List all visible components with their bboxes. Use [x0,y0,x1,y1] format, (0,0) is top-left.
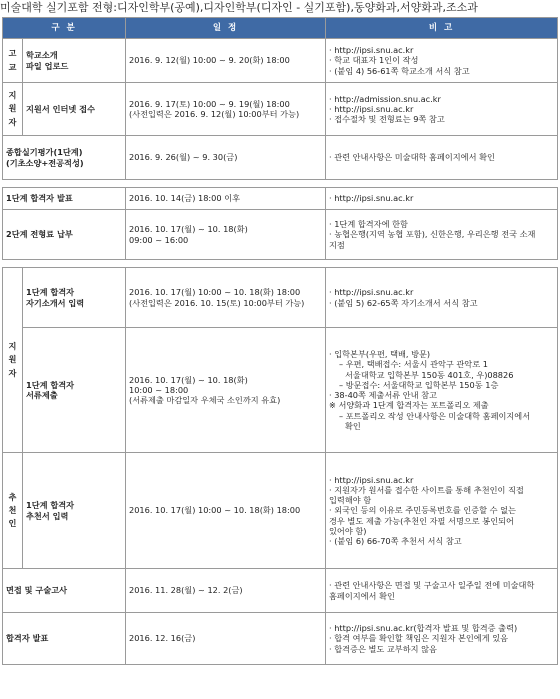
text-line: 2016. 9. 17(토) 10:00 ~ 9. 19(월) 18:00 [129,98,290,109]
text-line: · (붙임 6) 66-70쪽 추천서 서식 참고 [329,536,462,547]
table-row [3,83,558,136]
text-line: 2016. 10. 17(월) 10:00 ~ 10. 18(화) 18:00 [129,287,301,298]
item-final-announce [3,613,126,665]
text-line: 경우 별도 제출 가능(추천인 자필 서명으로 봉인되어 [329,515,514,526]
table-row [3,569,558,613]
text-line: (기초소양+전공적성) [6,157,84,168]
text-line: · http://ipsi.snu.ac.kr [329,474,414,485]
header-note: 비 고 [326,18,558,39]
table-row [3,136,558,180]
text-line: · 지원자가 원서를 접수한 사이트를 통해 추천인이 직접 [329,484,524,495]
text-line: · 합격 여부를 확인할 책임은 지원자 본인에게 있음 [329,633,509,644]
text-line: · 관련 안내사항은 면접 및 구술고사 일주일 전에 미술대학 [329,580,535,591]
schedule-practical-eval [126,136,326,180]
text-line: 확인 [345,420,361,431]
text-line: · http://ipsi.snu.ac.kr [329,287,414,298]
text-line: 1단계 합격자 [26,287,75,298]
group-label-applicant: 지 원 자 [3,268,23,453]
text-line: 지점 [329,239,345,250]
schedule-interview [126,569,326,613]
schedule-stage1-announce [126,188,326,210]
group-label-applicant: 지 원 자 [3,83,23,136]
admission-schedule-table [2,17,558,665]
table-row [3,210,558,260]
text-line: 1단계 합격자 [26,500,75,511]
item-school-intro [23,39,126,83]
text-line: 파일 업로드 [26,60,69,71]
text-line: 있어야 함) [329,525,367,536]
text-line: · http://ipsi.snu.ac.kr [329,45,414,56]
text-line: – 포트폴리오 작성 안내사항은 미술대학 홈페이지에서 [339,410,531,421]
header-category: 구 분 [3,18,126,39]
text-line: · 38-40쪽 제출서류 안내 참고 [329,390,438,400]
group-label-high-school: 고 교 [3,39,23,83]
text-line: 2016. 9. 26(월) ~ 9. 30(금) [129,152,238,163]
item-stage2-fee [3,210,126,260]
note-stage1-announce [326,188,558,210]
schedule-application [126,83,326,136]
schedule-self-intro [126,268,326,328]
item-practical-eval [3,136,126,180]
text-line: 합격자 발표 [6,633,49,644]
text-line: · http://ipsi.snu.ac.kr [329,103,414,114]
note-self-intro [326,268,558,328]
table-row [3,613,558,665]
table-header-row [3,18,558,39]
header-schedule: 일 정 [126,18,326,39]
text-line: 2016. 10. 17(월) 10:00 ~ 10. 18(화) 18:00 [129,505,301,516]
item-recommendation [23,453,126,569]
text-line: · 접수절차 및 전형료는 9쪽 참고 [329,114,445,125]
text-line: 종합실기평가(1단계) [6,147,83,158]
note-interview [326,569,558,613]
text-line: · 외국인 등의 이유로 주민등록번호를 인증할 수 없는 [329,505,516,516]
text-line: 학교소개 [26,50,58,61]
text-line: 자기소개서 입력 [26,297,85,308]
text-line: – 방문접수: 서울대학교 입학본부 150동 1층 [339,379,499,390]
text-line: 2016. 10. 14(금) 18:00 이후 [129,193,241,204]
text-line: 서류제출 [26,390,58,400]
text-line: · http://ipsi.snu.ac.kr(합격자 발표 및 합격증 출력) [329,623,518,634]
text-line: · 학교 대표자 1인이 작성 [329,55,419,66]
text-line: 2016. 12. 16(금) [129,633,196,644]
text-line: 1단계 합격자 발표 [6,193,73,204]
text-line: (사전입력은 2016. 9. 12(월) 10:00부터 가능) [129,109,300,119]
table-row [3,453,558,569]
spacer-row [3,180,558,188]
text-line: · 합격증은 별도 교부하지 않음 [329,643,437,654]
note-documents [326,328,558,453]
note-recommendation [326,453,558,569]
table-row [3,328,558,453]
table-row [3,39,558,83]
text-line: 09:00 ~ 16:00 [129,234,189,245]
text-line: ※ 서양화과 1단계 합격자는 포트폴리오 제출 [329,400,489,411]
text-line: 면접 및 구술고사 [6,585,68,596]
spacer-row [3,260,558,268]
schedule-school-intro [126,39,326,83]
text-line: (사전입력은 2016. 10. 15(토) 10:00부터 가능) [129,297,305,308]
note-final-announce [326,613,558,665]
text-line: 2단계 전형료 납부 [6,229,73,240]
text-line: 2016. 10. 17(월) ~ 10. 18(화) [129,224,248,235]
table-row [3,268,558,328]
schedule-documents [126,328,326,453]
note-stage2-fee [326,210,558,260]
text-line: – 우편, 택배접수: 서울시 관악구 관악로 1 [339,359,488,370]
note-application [326,83,558,136]
text-line: 2016. 9. 12(월) 10:00 ~ 9. 20(화) 18:00 [129,55,290,66]
group-label-recommender: 추 천 인 [3,453,23,569]
text-line: (서류제출 마감일자 우체국 소인까지 유효) [129,395,281,406]
item-application [23,83,126,136]
text-line: 1단계 합격자 [26,379,75,390]
schedule-stage2-fee [126,210,326,260]
text-line: · 입학본부(우편, 택배, 방문) [329,349,431,359]
text-line: 홈페이지에서 확인 [329,590,395,601]
item-documents [23,328,126,453]
schedule-recommendation [126,453,326,569]
text-line: · 1단계 합격자에 한함 [329,219,408,230]
text-line: 추천서 입력 [26,510,69,521]
page-title: 미술대학 실기포함 전형:디자인학부(공예),디자인학부(디자인 - 실기포함),동양화과,서양화과,조소과 [0,1,478,14]
text-line: · (붙임 5) 62-65쪽 자기소개서 서식 참고 [329,297,478,308]
text-line: · 농협은행(지역 농협 포함), 신한은행, 우리은행 전국 소재 [329,229,536,240]
text-line: · http://admission.snu.ac.kr [329,93,441,104]
item-stage1-announce [3,188,126,210]
table-row [3,188,558,210]
text-line: 입력해야 함 [329,495,372,506]
text-line: 서울대학교 입학본부 150동 401호, 우)08826 [345,369,514,380]
note-school-intro [326,39,558,83]
text-line: · (붙임 4) 56-61쪽 학교소개 서식 참고 [329,65,470,76]
text-line: · 관련 안내사항은 미술대학 홈페이지에서 확인 [329,152,495,163]
item-interview [3,569,126,613]
text-line: 2016. 10. 17(월) ~ 10. 18(화) [129,374,248,385]
item-self-intro [23,268,126,328]
text-line: 10:00 ~ 18:00 [129,384,189,395]
text-line: · http://ipsi.snu.ac.kr [329,193,414,204]
text-line: 2016. 11. 28(월) ~ 12. 2(금) [129,585,243,596]
note-practical-eval [326,136,558,180]
text-line: 지원서 인터넷 접수 [26,103,95,114]
schedule-final-announce [126,613,326,665]
